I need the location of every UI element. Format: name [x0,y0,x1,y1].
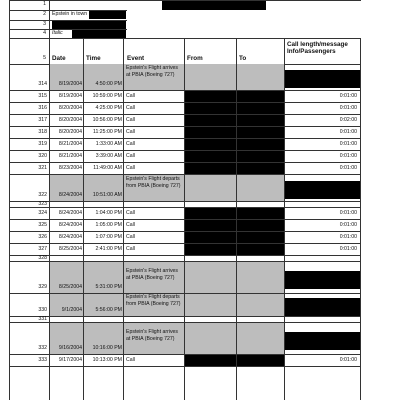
rule [236,38,237,400]
table-row [9,323,361,354]
call-length-cell: 0:01:00 [339,165,357,171]
column-header-from: From [187,55,203,62]
date-cell: 8/21/2004 [58,153,82,159]
redaction [185,355,284,366]
row-number: 329 [38,284,47,290]
date-cell: 8/19/2004 [58,81,82,87]
redaction [285,271,360,289]
table-row [9,115,361,126]
rule [9,366,361,367]
rule [9,38,361,39]
date-cell: 8/24/2004 [58,222,82,228]
call-length-cell: 0:01:00 [339,222,357,228]
date-cell: 8/23/2004 [58,165,82,171]
date-cell: 9/17/2004 [58,357,82,363]
time-cell: 10:13:00 PM [92,357,122,363]
row-number: 1 [43,1,46,7]
time-cell: 1:33:00 AM [95,141,122,147]
row-number: 320 [38,153,47,159]
time-cell: 1:07:00 PM [95,234,122,240]
time-cell: 10:51:00 AM [92,192,122,198]
event-cell: Call [126,117,135,123]
redaction [185,139,284,150]
date-cell: 8/24/2004 [58,192,82,198]
event-cell: Call [126,105,135,111]
column-header-time: Time [86,55,101,62]
redaction-top [162,0,266,10]
column-header-date: Date [52,55,66,62]
time-cell: 11:49:00 AM [93,165,122,171]
event-cell: Call [126,234,135,240]
row-number: 314 [38,81,47,87]
redaction [285,298,360,316]
date-cell: 9/16/2004 [58,345,82,351]
row-number: 315 [38,93,47,99]
time-cell: 4:25:00 PM [95,105,122,111]
column-header-event: Event [127,55,145,62]
event-cell: Call [126,357,135,363]
rule [184,38,185,400]
call-length-cell: 0:01:00 [339,141,357,147]
row-number: 331 [38,316,47,322]
table-row [9,127,361,138]
event-cell: Epstein's Flight arrives at PBIA (Boeing 727) [126,268,179,281]
title-italic-note: Italic [52,30,63,36]
table-row [9,139,361,150]
table-row [9,64,361,90]
event-cell: Call [126,222,135,228]
table-row [9,317,361,322]
call-length-cell: 0:01:00 [339,246,357,252]
row-number: 319 [38,141,47,147]
redaction [185,151,284,162]
time-cell: 10:59:00 PM [92,93,122,99]
date-cell: 8/21/2004 [58,141,82,147]
redaction [185,91,284,102]
redaction [285,70,360,88]
table-row [9,262,361,293]
date-cell: 8/24/2004 [58,234,82,240]
date-cell: 8/20/2004 [58,105,82,111]
redaction [89,11,126,19]
redaction [185,163,284,174]
call-length-cell: 0:01:00 [339,210,357,216]
redaction [52,21,126,29]
call-length-cell: 0:01:00 [339,129,357,135]
row-number: 317 [38,117,47,123]
time-cell: 2:41:00 PM [95,246,122,252]
table-row [9,175,361,201]
redaction [185,127,284,138]
row-number: 2 [43,11,46,17]
event-cell: Call [126,141,135,147]
event-cell: Call [126,210,135,216]
row-number: 330 [38,307,47,313]
row-number: 321 [38,165,47,171]
date-cell: 9/1/2004 [61,307,82,313]
row-number: 322 [38,192,47,198]
event-cell: Epstein's Flight departs from PBIA (Boeing 727) [126,294,181,307]
redaction [185,232,284,243]
call-length-cell: 0:01:00 [339,357,357,363]
table-row [9,103,361,114]
row-number: 332 [38,345,47,351]
row-number: 3 [43,21,46,27]
redaction [185,208,284,219]
event-cell: Epstein's Flight arrives at PBIA (Boeing 727) [126,329,179,342]
row-number: 316 [38,105,47,111]
event-cell: Call [126,129,135,135]
call-length-cell: 0:01:00 [339,93,357,99]
time-cell: 10:56:00 PM [92,117,122,123]
redaction [185,115,284,126]
event-cell: Call [126,153,135,159]
rule [83,38,84,400]
rule [49,0,50,38]
time-cell: 11:25:00 PM [92,129,122,135]
rule [49,38,50,400]
redaction [72,30,126,38]
time-cell: 10:16:00 PM [92,345,122,351]
call-length-cell: 0:02:00 [339,117,357,123]
event-cell: Epstein's Flight arrives at PBIA (Boeing 727) [126,65,179,78]
table-row [9,244,361,255]
table-row [9,202,361,207]
row-number: 325 [38,222,47,228]
call-length-cell: 0:01:00 [339,153,357,159]
time-cell: 1:05:00 PM [95,222,122,228]
table-row [9,91,361,102]
row-number: 323 [38,201,47,207]
column-header-call-length: Call length/message Info/Passengers [287,41,348,55]
table-row [9,151,361,162]
redaction [185,103,284,114]
table-row [9,220,361,231]
column-header-to: To [239,55,247,62]
redaction [185,244,284,255]
date-cell: 8/20/2004 [58,129,82,135]
table-row [9,163,361,174]
date-cell: 8/19/2004 [58,93,82,99]
time-cell: 1:04:00 PM [95,210,122,216]
rule [284,38,285,400]
row-number: 326 [38,234,47,240]
redaction [285,181,360,199]
row-number: 328 [38,255,47,261]
date-cell: 8/25/2004 [58,284,82,290]
row-number: 327 [38,246,47,252]
time-cell: 3:39:00 AM [95,153,122,159]
call-length-cell: 0:01:00 [339,105,357,111]
table-row [9,208,361,219]
table-row [9,232,361,243]
redaction [185,220,284,231]
table-row [9,256,361,261]
time-cell: 5:56:00 PM [95,307,122,313]
time-cell: 5:31:00 PM [95,284,122,290]
date-cell: 8/20/2004 [58,117,82,123]
date-cell: 8/25/2004 [58,246,82,252]
rule [9,0,361,1]
time-cell: 4:50:00 PM [95,81,122,87]
redaction [285,332,360,350]
rule [360,38,361,400]
row-number: 318 [38,129,47,135]
title-epstein-in-town: Epstein in town [52,11,88,17]
rule [123,38,124,400]
row-number: 333 [38,357,47,363]
row-number: 324 [38,210,47,216]
row-number: 5 [43,55,46,61]
event-cell: Call [126,165,135,171]
table-row [9,355,361,366]
event-cell: Call [126,246,135,252]
event-cell: Call [126,93,135,99]
call-length-cell: 0:01:00 [339,234,357,240]
row-number: 4 [43,30,46,36]
date-cell: 8/24/2004 [58,210,82,216]
table-row [9,294,361,316]
event-cell: Epstein's Flight departs from PBIA (Boeing 727) [126,176,181,189]
